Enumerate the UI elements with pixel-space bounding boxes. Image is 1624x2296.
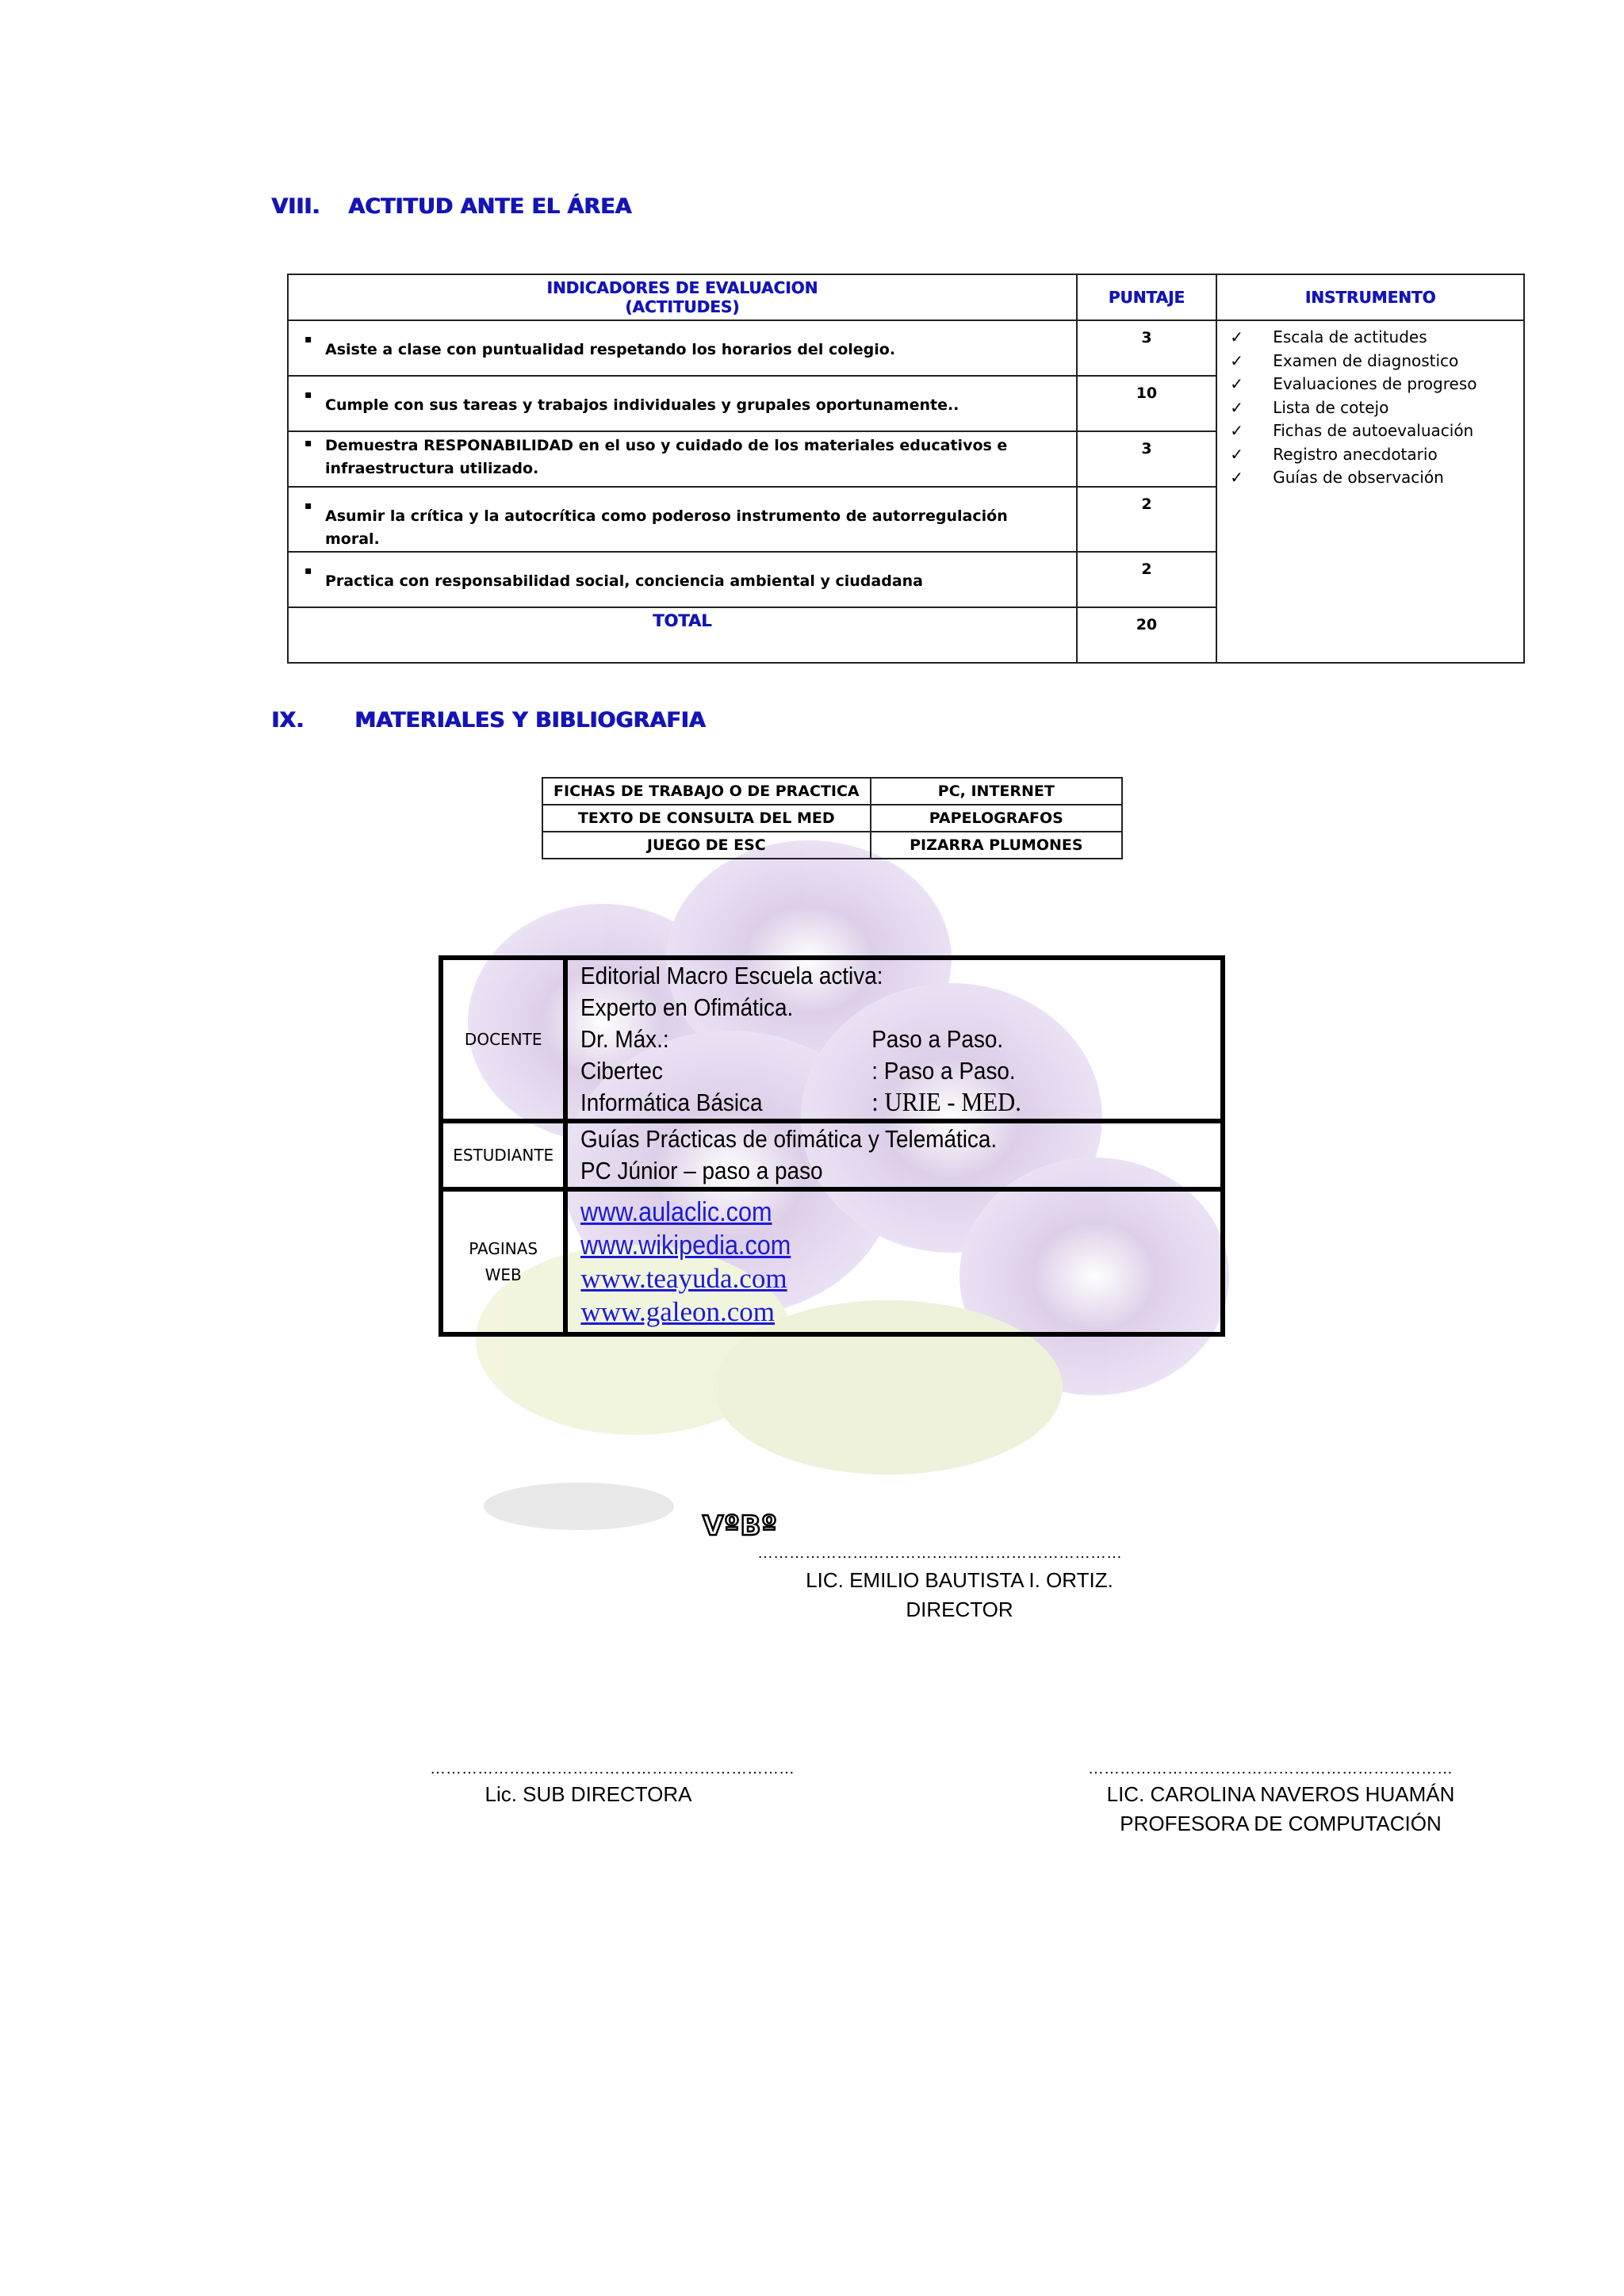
table-row: JUEGO DE ESC PIZARRA PLUMONES xyxy=(542,832,1122,859)
section-number: VIII. xyxy=(271,194,320,219)
points-cell: 2 xyxy=(1077,552,1217,607)
instrument-list xyxy=(1216,320,1524,663)
list-item: ✓ Lista de cotejo xyxy=(1230,396,1523,420)
director-role: DIRECTOR xyxy=(906,1598,1013,1621)
score-header: PUNTAJE xyxy=(1077,274,1217,320)
check-icon: ✓ xyxy=(1230,421,1243,440)
teacher-role: PROFESORA DE COMPUTACIÓN xyxy=(1120,1812,1442,1835)
table-row: TEXTO DE CONSULTA DEL MED PAPELOGRAFOS xyxy=(542,805,1122,832)
indicator-row: ▪Cumple con sus tareas y trabajos individuales y grupales oportunamente.. xyxy=(288,376,1077,431)
points-cell: 10 xyxy=(1077,376,1217,431)
web-label: PAGINAS WEB xyxy=(441,1189,565,1334)
total-label: TOTAL xyxy=(288,607,1077,663)
teacher-name: LIC. CAROLINA NAVEROS HUAMÁN xyxy=(1106,1782,1455,1806)
indicators-header: INDICADORES DE EVALUACION (ACTITUDES) xyxy=(288,274,1077,320)
check-icon: ✓ xyxy=(1230,468,1243,487)
list-item: ✓ Examen de diagnostico xyxy=(1230,350,1523,373)
link-teayuda[interactable]: www.teayuda.com xyxy=(580,1262,787,1294)
director-name: LIC. EMILIO BAUTISTA I. ORTIZ. xyxy=(806,1568,1113,1592)
indicator-row: ▪Asiste a clase con puntualidad respetando los horarios del colegio. xyxy=(288,320,1077,376)
section-title: MATERIALES Y BIBLIOGRAFIA xyxy=(354,708,706,733)
estudiante-label: ESTUDIANTE xyxy=(441,1121,565,1189)
link-aulaclic[interactable]: www.aulaclic.com xyxy=(580,1196,772,1227)
check-icon: ✓ xyxy=(1230,327,1243,346)
instrument-header: INSTRUMENTO xyxy=(1216,274,1524,320)
check-icon: ✓ xyxy=(1230,444,1243,464)
link-wikipedia[interactable]: www.wikipedia.com xyxy=(580,1230,791,1261)
bullet-icon: ▪ xyxy=(304,564,312,577)
check-icon: ✓ xyxy=(1230,374,1243,393)
vb-stamp: VºBº xyxy=(703,1510,778,1542)
points-cell: 3 xyxy=(1077,320,1217,376)
list-item: ✓ Guías de observación xyxy=(1230,466,1523,490)
docente-references: Editorial Macro Escuela activa: Experto en Ofimática. Dr. Máx.: Paso a Paso. Cibertec : Paso a Paso. Informática Básica : URIE - MED. xyxy=(565,958,1223,1121)
docente-label: DOCENTE xyxy=(441,958,565,1121)
link-galeon[interactable]: www.galeon.com xyxy=(580,1295,776,1327)
indicator-row: ▪Asumir la crítica y la autocrítica como poderoso instrumento de autorregulación moral. xyxy=(288,487,1077,552)
total-points: 20 xyxy=(1077,607,1217,663)
web-links xyxy=(565,1189,1223,1334)
points-cell: 3 xyxy=(1077,431,1217,487)
attitude-table xyxy=(287,274,1525,664)
list-item: ✓ Escala de actitudes xyxy=(1230,326,1523,350)
signature-line: …………………………………………………………… xyxy=(430,1760,795,1777)
indicator-row: ▪ Demuestra RESPONABILIDAD en el uso y cuidado de los materiales educativos e infraestructura utilizado. xyxy=(288,431,1077,487)
bullet-icon: ▪ xyxy=(304,388,312,401)
bibliography-table xyxy=(439,955,1225,1337)
indicator-row: ▪Practica con responsabilidad social, conciencia ambiental y ciudadana xyxy=(288,552,1077,607)
list-item: ✓ Evaluaciones de progreso xyxy=(1230,373,1523,396)
bullet-icon: ▪ xyxy=(304,437,312,450)
table-row: FICHAS DE TRABAJO O DE PRACTICA PC, INTERNET xyxy=(542,778,1122,805)
bullet-icon: ▪ xyxy=(304,333,312,346)
subdirector-title: Lic. SUB DIRECTORA xyxy=(485,1782,692,1806)
check-icon: ✓ xyxy=(1230,350,1243,370)
points-cell: 2 xyxy=(1077,487,1217,552)
bullet-icon: ▪ xyxy=(304,499,312,512)
materials-table xyxy=(542,777,1123,859)
list-item: ✓ Fichas de autoevaluación xyxy=(1230,419,1523,443)
section-number: IX. xyxy=(271,708,304,733)
check-icon: ✓ xyxy=(1230,397,1243,417)
signature-line: …………………………………………………………… xyxy=(1088,1760,1453,1777)
estudiante-references: Guías Prácticas de ofimática y Telemática. PC Júnior – paso a paso xyxy=(565,1121,1223,1189)
list-item: ✓ Registro anecdotario xyxy=(1230,443,1523,467)
signature-line: …………………………………………………………… xyxy=(757,1544,1122,1562)
section-title: ACTITUD ANTE EL ÁREA xyxy=(348,194,632,219)
